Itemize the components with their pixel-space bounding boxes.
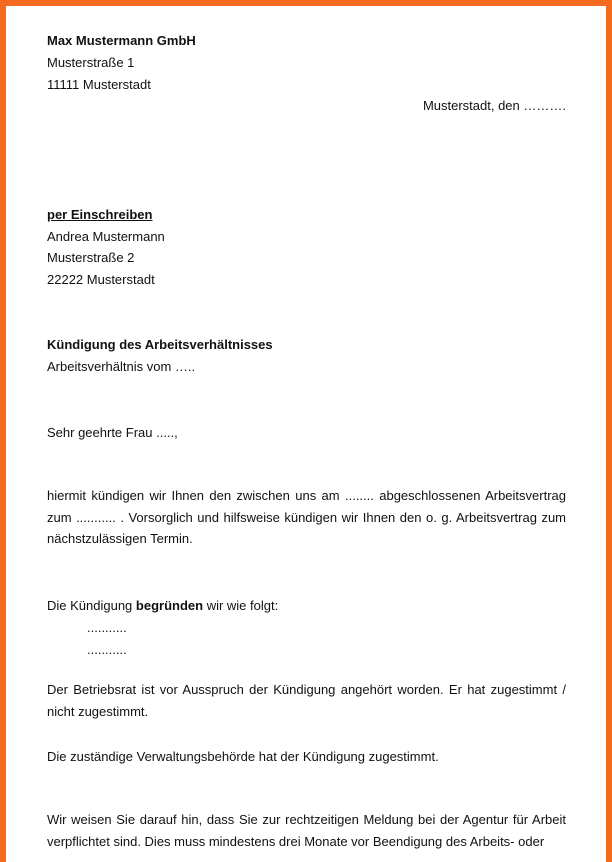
reasons-lead (47, 598, 278, 614)
reason-item-1: ........... (87, 620, 127, 635)
body-paragraph-1: hiermit kündigen wir Ihnen den zwischen uns am ........ abgeschlossenen Arbeitsvertrag zum ........... . Vorsorglich und hilfsweise kündigen wir Ihnen den o. g. Arbeitsvertrag zum nächstzulässigen Termin. (47, 488, 566, 547)
sender-city: 11111 Musterstadt (47, 77, 151, 92)
body-paragraph-agentur: Wir weisen Sie darauf hin, dass Sie zur rechtzeitigen Meldung bei der Agentur für Arbeit verpflichtet sind. Dies muss mindestens drei Monate vor Beendigung des Arbeits- oder (47, 812, 566, 849)
recipient-city: 22222 Musterstadt (47, 272, 155, 287)
reasons-lead-bold: begründen (135, 598, 204, 613)
reasons-lead-text: Die Kündigung (47, 598, 136, 613)
body-paragraph-behoerde: Die zuständige Verwaltungsbehörde hat der Kündigung zugestimmt. (47, 749, 439, 764)
sender-company: Max Mustermann GmbH (47, 33, 196, 48)
salutation: Sehr geehrte Frau ....., (47, 425, 178, 440)
sender-street: Musterstraße 1 (47, 55, 135, 70)
place-date: Musterstadt, den ………. (422, 98, 566, 113)
recipient-street: Musterstraße 2 (47, 250, 135, 265)
delivery-method: per Einschreiben (47, 207, 153, 222)
reasons-lead-tail: wir wie folgt: (203, 598, 279, 613)
subject-title: Kündigung des Arbeitsverhältnisses (47, 337, 273, 352)
body-paragraph-betriebsrat: Der Betriebsrat ist vor Ausspruch der Kündigung angehört worden. Er hat zugestimmt / nicht zugestimmt. (47, 682, 566, 719)
letter-page (6, 6, 606, 862)
reason-item-2: ........... (87, 642, 127, 657)
recipient-name: Andrea Mustermann (47, 229, 165, 244)
subject-line: Arbeitsverhältnis vom ….. (47, 359, 196, 374)
